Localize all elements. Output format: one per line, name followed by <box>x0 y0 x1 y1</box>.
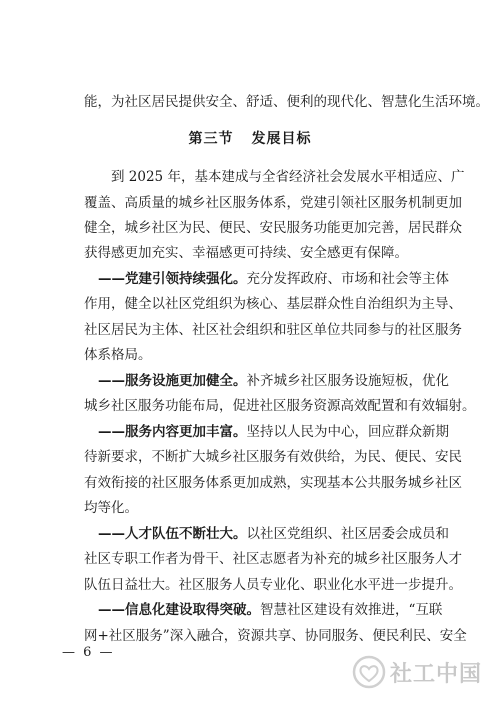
item-first-line: ——信息化建设取得突破。智慧社区建设有效推进，“互联 <box>98 602 443 618</box>
text-line: 作用，健全以社区党组织为核心、基层群众性自治组织为主导、 <box>84 296 462 312</box>
text-line: 体系格局。 <box>84 347 152 363</box>
heading-title: 发展目标 <box>251 131 312 147</box>
text-line: 网+社区服务”深入融合，资源共享、协同服务、便民利民、安全 <box>84 628 467 644</box>
heading-number: 第三节 <box>188 131 234 147</box>
text-line: 能，为社区居民提供安全、舒适、便利的现代化、智慧化生活环境。 <box>84 94 489 110</box>
text-line: 均等化。 <box>84 500 138 516</box>
section-heading <box>0 128 500 148</box>
text-line: 有效衔接的社区服务体系更加成熟，实现基本公共服务城乡社区 <box>84 475 462 491</box>
text-line: 社区居民为主体、社区社会组织和驻区单位共同参与的社区服务 <box>84 322 462 338</box>
text-line: 城乡社区服务功能布局，促进社区服务资源高效配置和有效辐射。 <box>84 398 476 414</box>
text-line: 健全，城乡社区为民、便民、安民服务功能更加完善，居民群众 <box>84 220 462 236</box>
item-first-line: ——党建引领持续强化。充分发挥政府、市场和社会等主体 <box>98 271 449 287</box>
text-line: 待新要求，不断扩大城乡社区服务有效供给，为民、便民、安民 <box>84 449 462 465</box>
text-line: 社区专职工作者为骨干、社区志愿者为补充的城乡社区服务人才 <box>84 551 462 567</box>
text-line: 获得感更加充实、幸福感更可持续、安全感更有保障。 <box>84 245 408 261</box>
item-first-line: ——人才队伍不断壮大。以社区党组织、社区居委会成员和 <box>98 526 449 542</box>
item-lead: ——党建引领持续强化。 <box>98 271 247 287</box>
page-number: — 6 — <box>62 645 115 660</box>
watermark-logo <box>352 654 492 690</box>
text-line: 覆盖、高质量的城乡社区服务体系，党建引领社区服务机制更加 <box>84 195 462 211</box>
item-first-line: ——服务内容更加丰富。坚持以人民为中心，回应群众新期 <box>98 424 449 440</box>
item-lead: ——信息化建设取得突破。 <box>98 602 260 618</box>
text-line: 到 2025 年，基本建成与全省经济社会发展水平相适应、广 <box>111 169 465 185</box>
item-first-line: ——服务设施更加健全。补齐城乡社区服务设施短板，优化 <box>98 373 449 389</box>
watermark-text: 社工中国 <box>390 661 483 687</box>
item-lead: ——服务内容更加丰富。 <box>98 424 247 440</box>
item-lead: ——服务设施更加健全。 <box>98 373 247 389</box>
item-lead: ——人才队伍不断壮大。 <box>98 526 247 542</box>
text-line: 队伍日益壮大。社区服务人员专业化、职业化水平进一步提升。 <box>84 577 462 593</box>
hands-heart-icon <box>352 655 386 689</box>
